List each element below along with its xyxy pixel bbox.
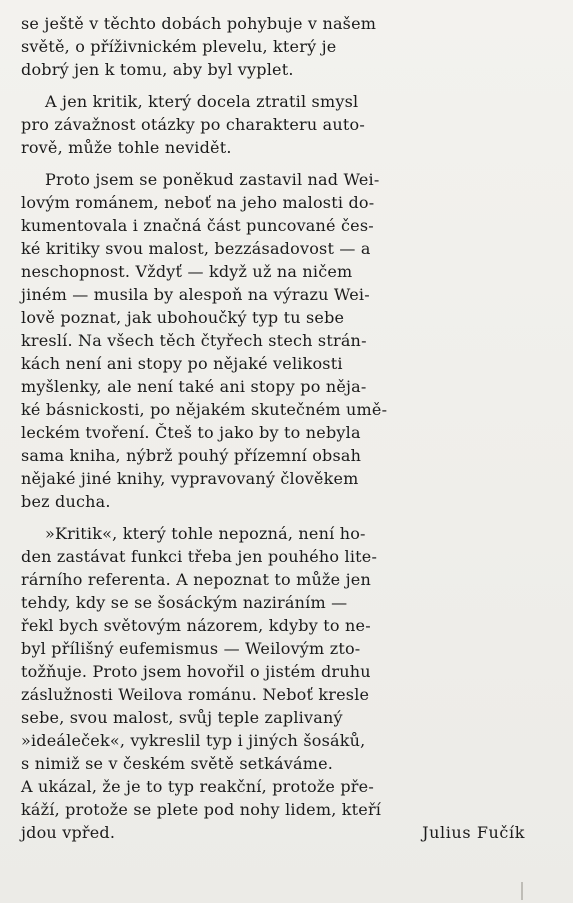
text-line: [21, 113, 525, 136]
text-line: [21, 545, 525, 568]
line-text: nějaké jiné knihy, vypravovaný člověkem: [21, 469, 359, 488]
line-text: ké kritiky svou malost, bezzásadovost — a: [21, 239, 371, 258]
paragraph-start-line: [21, 90, 525, 113]
line-text: se ještě v těchto dobách pohybuje v našem: [21, 14, 377, 33]
line-text: tožňuje. Proto jsem hovořil o jistém druhu: [21, 662, 371, 681]
paragraph-start-line: [21, 522, 525, 545]
line-text: myšlenky, ale není také ani stopy po něja-: [21, 377, 367, 396]
line-text: neschopnost. Vždyť — když už na ničem: [21, 262, 353, 281]
text-line: [21, 683, 525, 706]
line-text: jdou vpřed.: [21, 823, 116, 842]
line-text: záslužnosti Weilova románu. Neboť kresle: [21, 685, 370, 704]
line-text: rárního referenta. A nepoznat to může jen: [21, 570, 371, 589]
line-text: světě, o příživnickém plevelu, který je: [21, 37, 337, 56]
line-text: bez ducha.: [21, 492, 111, 511]
line-text: jiném — musila by alespoň na výrazu Wei-: [21, 285, 370, 304]
text-line: [21, 260, 525, 283]
line-text: sama kniha, nýbrž pouhý přízemní obsah: [21, 446, 362, 465]
text-line: [21, 591, 525, 614]
line-text: byl přílišný eufemismus — Weilovým zto-: [21, 639, 361, 658]
closing-line: [21, 821, 525, 844]
author-signature: Julius Fučík: [422, 823, 525, 842]
line-text: den zastávat funkci třeba jen pouhého lite-: [21, 547, 378, 566]
text-line: [21, 660, 525, 683]
line-text: A ukázal, že je to typ reakční, protože pře-: [21, 777, 374, 796]
line-text: s nimiž se v českém světě setkáváme.: [21, 754, 334, 773]
line-text: pro závažnost otázky po charakteru auto-: [21, 115, 365, 134]
text-line: [21, 706, 525, 729]
text-line: [21, 398, 525, 421]
text-line: [21, 306, 525, 329]
line-text: kách není ani stopy po nějaké velikosti: [21, 354, 343, 373]
text-line: [21, 214, 525, 237]
line-text: kreslí. Na všech těch čtyřech stech strán-: [21, 331, 367, 350]
line-text: lově poznat, jak ubohoučký typ tu sebe: [21, 308, 345, 327]
text-line: [21, 775, 525, 798]
line-text: rově, může tohle nevidět.: [21, 138, 232, 157]
text-line: [21, 352, 525, 375]
paragraph-start-line: [21, 168, 525, 191]
text-line: [21, 58, 525, 81]
text-line: [21, 136, 525, 159]
text-line: [21, 637, 525, 660]
text-line: [21, 12, 525, 35]
line-text: káží, protože se plete pod nohy lidem, kteří: [21, 800, 382, 819]
text-line: [21, 421, 525, 444]
text-line: [21, 798, 525, 821]
line-text: A jen kritik, který docela ztratil smysl: [45, 92, 359, 111]
line-text: lovým románem, neboť na jeho malosti do-: [21, 193, 375, 212]
line-text: tehdy, kdy se se šosáckým naziráním —: [21, 593, 348, 612]
line-text: ké básnickosti, po nějakém skutečném umě-: [21, 400, 388, 419]
text-line: [21, 752, 525, 775]
line-text: sebe, svou malost, svůj teple zaplivaný: [21, 708, 343, 727]
text-line: [21, 490, 525, 513]
text-line: [21, 568, 525, 591]
line-text: dobrý jen k tomu, aby byl vyplet.: [21, 60, 294, 79]
text-line: [21, 35, 525, 58]
print-artifact: [521, 882, 523, 900]
text-line: [21, 283, 525, 306]
line-text: »ideáleček«, vykreslil typ i jiných šosáků,: [21, 731, 366, 750]
line-text: »Kritik«, který tohle nepozná, není ho-: [45, 524, 366, 543]
line-text: leckém tvoření. Čteš to jako by to nebyla: [21, 423, 361, 442]
text-line: [21, 237, 525, 260]
text-line: [21, 191, 525, 214]
text-line: [21, 729, 525, 752]
text-line: [21, 375, 525, 398]
line-text: kumentovala i značná část puncované čes-: [21, 216, 374, 235]
text-line: [21, 614, 525, 637]
text-line: [21, 444, 525, 467]
line-text: řekl bych světovým názorem, kdyby to ne-: [21, 616, 371, 635]
text-line: [21, 329, 525, 352]
line-text: Proto jsem se poněkud zastavil nad Wei-: [45, 170, 380, 189]
text-line: [21, 467, 525, 490]
